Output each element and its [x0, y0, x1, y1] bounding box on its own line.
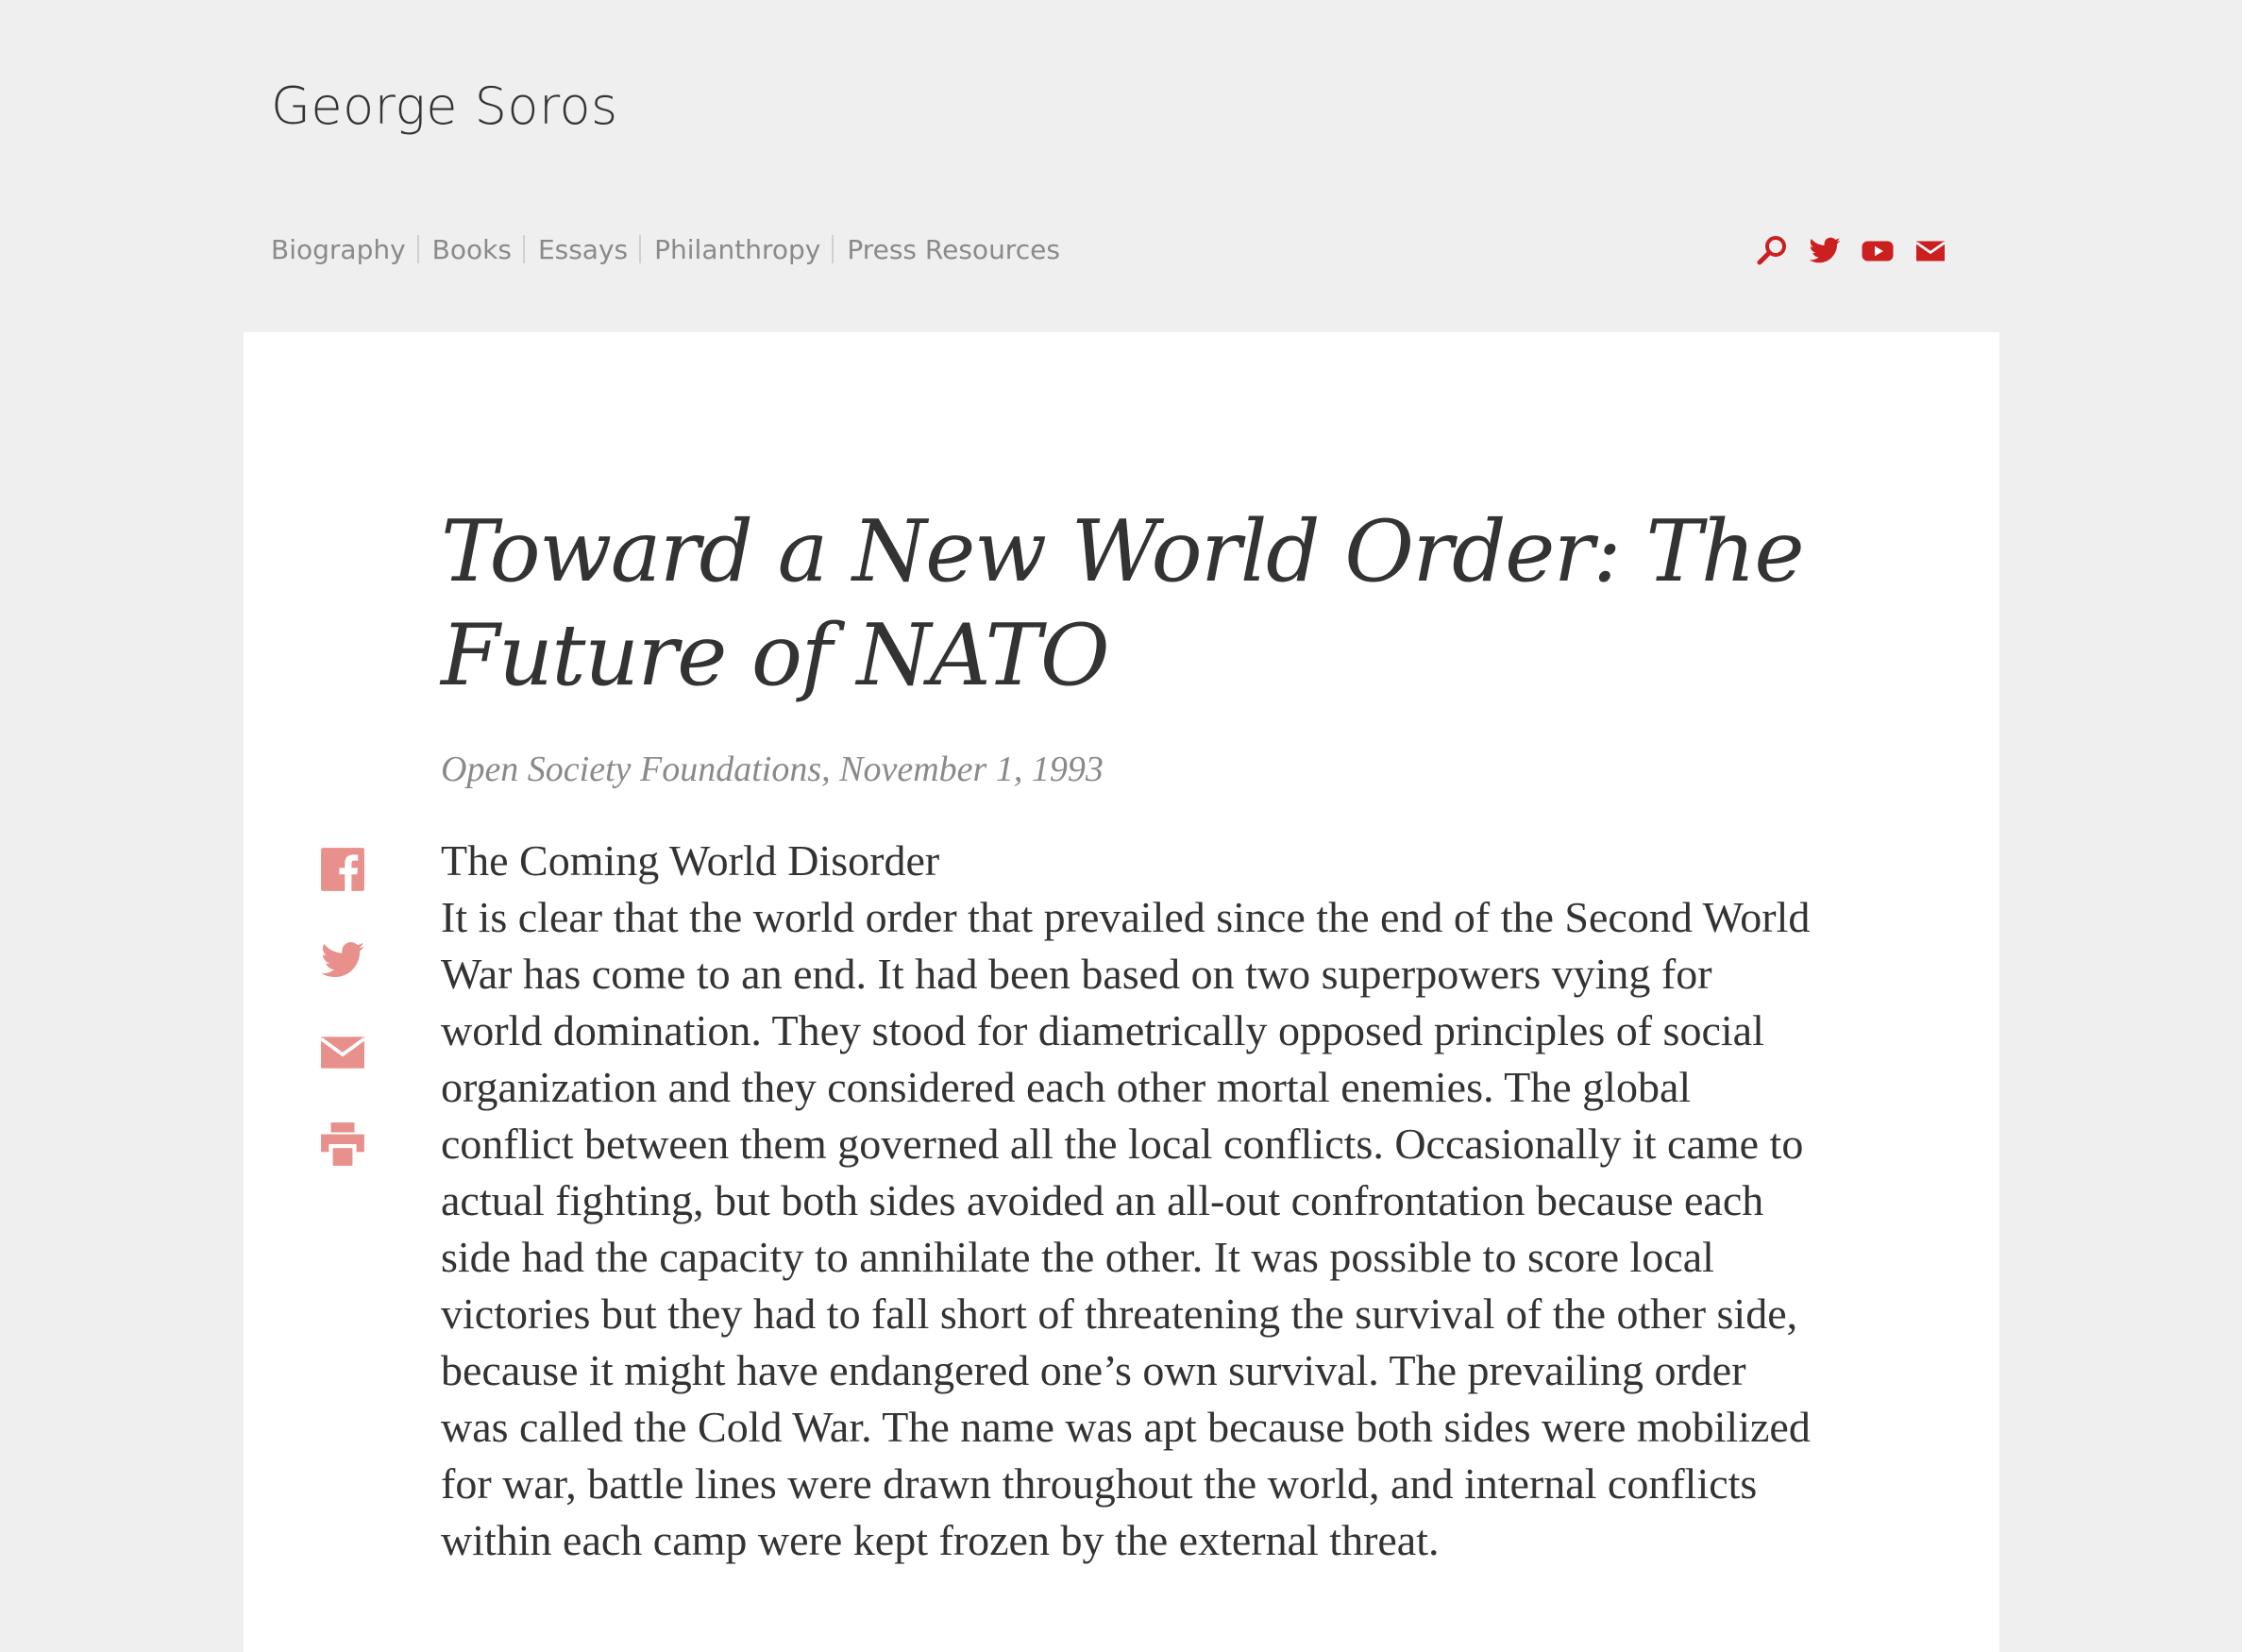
- nav-item-essays[interactable]: Essays: [537, 233, 629, 265]
- nav-item-books[interactable]: Books: [431, 233, 512, 265]
- youtube-icon[interactable]: [1860, 233, 1896, 269]
- nav-separator: [417, 235, 419, 263]
- main-nav: [271, 230, 1060, 268]
- nav-separator: [523, 235, 525, 263]
- nav-item-press-resources[interactable]: Press Resources: [847, 233, 1060, 265]
- article-title: Toward a New World Order: The Future of NATO: [441, 502, 1804, 705]
- article-paragraph: It is clear that the world order that prevailed since the end of the Second World War has come to an end. It had been based on two superpowers vying for world domination. They stood for diametrically opposed principles of social organization and they considered each other mortal enemies. The global conflict between them governed all the local conflicts. Occasionally it came to actual fighting, but both sides avoided an all-out confrontation because each side had the capacity to annihilate the other. It was possible to score local victories but they had to fall short of threatening the survival of the other side, because it might have endangered one’s own survival. The prevailing order was called the Cold War. The name was apt because both sides were mobilized for war, battle lines were drawn throughout the world, and internal conflicts within each camp were kept frozen by the external threat.: [441, 893, 1811, 1564]
- nav-separator: [639, 235, 641, 263]
- print-icon[interactable]: [318, 1120, 367, 1169]
- nav-item-philanthropy[interactable]: Philanthropy: [654, 233, 821, 265]
- search-icon[interactable]: [1754, 233, 1790, 269]
- twitter-icon[interactable]: [318, 936, 367, 986]
- article-body: [441, 833, 1819, 1569]
- nav-separator: [832, 235, 834, 263]
- site-title[interactable]: George Soros: [271, 76, 618, 136]
- twitter-icon[interactable]: [1807, 233, 1843, 269]
- share-bar: [318, 845, 367, 1211]
- nav-item-biography[interactable]: Biography: [271, 233, 406, 265]
- email-icon[interactable]: [1913, 233, 1948, 269]
- header-icons: [1754, 232, 1965, 270]
- article-byline: Open Society Foundations, November 1, 1993: [441, 750, 1104, 789]
- section-heading: The Coming World Disorder: [441, 836, 940, 885]
- facebook-icon[interactable]: [318, 845, 367, 894]
- email-icon[interactable]: [318, 1028, 367, 1077]
